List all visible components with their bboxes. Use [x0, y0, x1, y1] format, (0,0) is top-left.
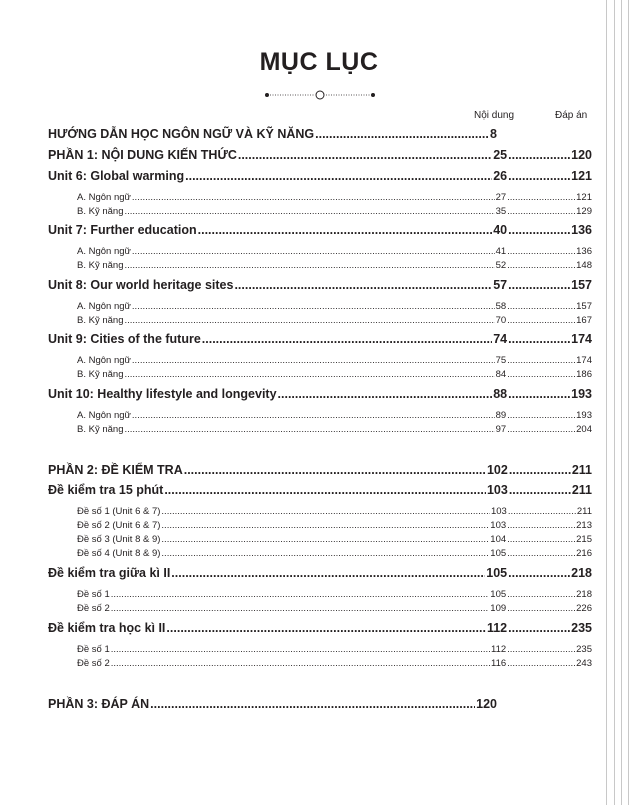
toc-subsection-row[interactable] [0, 206, 592, 217]
toc-answer-page: 218 [571, 566, 592, 580]
toc-content-page: 120 [476, 697, 497, 711]
toc-subsection-row[interactable] [0, 192, 592, 203]
leader-dots [507, 603, 575, 614]
leader-dots [124, 206, 494, 217]
toc-subsection-row[interactable] [0, 369, 592, 380]
leader-dots [507, 369, 575, 380]
leader-dots [150, 697, 475, 711]
leader-dots [124, 424, 494, 435]
toc-content-page: 88 [493, 387, 508, 401]
leader-dots [185, 169, 492, 183]
toc-entry-title: Đề kiểm tra 15 phút [48, 483, 164, 497]
leader-dots [507, 589, 575, 600]
toc-answer-page: 167 [576, 315, 592, 326]
toc-answer-page: 193 [576, 410, 592, 421]
toc-content-page: 27 [495, 192, 507, 203]
toc-content-page: 105 [490, 548, 507, 559]
page-edge-line [606, 0, 607, 805]
toc-section-row[interactable] [0, 387, 592, 401]
toc-entry-title: A. Ngôn ngữ [77, 301, 131, 312]
toc-subsection-row[interactable] [0, 603, 592, 614]
toc-section-row[interactable] [0, 621, 592, 635]
toc-answer-page: 213 [576, 520, 592, 531]
toc-section-row[interactable] [0, 148, 592, 162]
leader-dots [507, 315, 575, 326]
leader-dots [507, 260, 575, 271]
leader-dots [132, 410, 495, 421]
toc-content-page: 70 [495, 315, 507, 326]
leader-dots [507, 548, 575, 559]
toc-entry-title: Đề số 1 [77, 589, 110, 600]
toc-content-page: 112 [490, 644, 507, 655]
toc-subsection-row[interactable] [0, 548, 592, 559]
toc-entry-title: A. Ngôn ngữ [77, 246, 131, 257]
toc-entry-title: B. Kỹ năng [77, 315, 124, 326]
toc-answer-page: 148 [576, 260, 592, 271]
leader-dots [508, 169, 570, 183]
leader-dots [509, 463, 571, 477]
leader-dots [164, 483, 486, 497]
toc-content-page: 84 [495, 369, 507, 380]
toc-answer-page: 216 [576, 548, 592, 559]
toc-answer-page: 193 [571, 387, 592, 401]
leader-dots [508, 387, 570, 401]
toc-subsection-row[interactable] [0, 355, 592, 366]
leader-dots [132, 301, 495, 312]
leader-dots [507, 206, 575, 217]
divider-ornament-icon [264, 89, 376, 101]
toc-subsection-row[interactable] [0, 246, 592, 257]
leader-dots [161, 548, 489, 559]
toc-entry-title: Đề số 3 (Unit 8 & 9) [77, 534, 161, 545]
toc-entry-title: A. Ngôn ngữ [77, 192, 131, 203]
toc-section-row[interactable] [0, 697, 497, 711]
toc-entry-title: Đề số 2 (Unit 6 & 7) [77, 520, 161, 531]
leader-dots [507, 520, 575, 531]
toc-answer-page: 174 [576, 355, 592, 366]
leader-dots [507, 246, 575, 257]
toc-subsection-row[interactable] [0, 315, 592, 326]
leader-dots [507, 644, 575, 655]
leader-dots [132, 192, 495, 203]
leader-dots [184, 463, 486, 477]
toc-subsection-row[interactable] [0, 589, 592, 600]
toc-content-page: 97 [495, 424, 507, 435]
leader-dots [238, 148, 492, 162]
toc-content-page: 8 [490, 127, 497, 141]
leader-dots [166, 621, 486, 635]
toc-content-page: 105 [490, 589, 507, 600]
toc-content-page: 116 [490, 658, 507, 669]
toc-content-page: 109 [490, 603, 507, 614]
toc-answer-page: 186 [576, 369, 592, 380]
toc-content-page: 75 [495, 355, 507, 366]
toc-subsection-row[interactable] [0, 658, 592, 669]
leader-dots [161, 534, 489, 545]
toc-section-row[interactable] [0, 566, 592, 580]
leader-dots [198, 223, 493, 237]
leader-dots [508, 278, 570, 292]
leader-dots [278, 387, 493, 401]
toc-entry-title: HƯỚNG DẪN HỌC NGÔN NGỮ VÀ KỸ NĂNG [48, 127, 315, 141]
toc-content-page: 35 [495, 206, 507, 217]
toc-subsection-row[interactable] [0, 424, 592, 435]
leader-dots [111, 644, 490, 655]
toc-content-page: 40 [493, 223, 508, 237]
toc-section-row[interactable] [0, 278, 592, 292]
column-header-answer: Đáp án [555, 110, 588, 121]
toc-entry-title: Đề kiểm tra học kì II [48, 621, 166, 635]
leader-dots [124, 260, 494, 271]
toc-entry-title: Đề số 2 [77, 658, 110, 669]
leader-dots [132, 246, 495, 257]
toc-answer-page: 121 [576, 192, 592, 203]
leader-dots [132, 355, 495, 366]
leader-dots [507, 355, 575, 366]
toc-entry-title: Đề số 1 (Unit 6 & 7) [77, 506, 161, 517]
toc-answer-page: 136 [576, 246, 592, 257]
leader-dots [507, 301, 575, 312]
leader-dots [315, 127, 489, 141]
toc-content-page: 57 [493, 278, 508, 292]
toc-content-page: 105 [486, 566, 508, 580]
toc-subsection-row[interactable] [0, 301, 592, 312]
leader-dots [124, 369, 494, 380]
toc-subsection-row[interactable] [0, 260, 592, 271]
toc-entry-title: PHẦN 2: ĐỀ KIỂM TRA [48, 463, 183, 477]
toc-answer-page: 129 [576, 206, 592, 217]
page-edge-line [614, 0, 615, 805]
page-title: MỤC LỤC [259, 48, 379, 76]
toc-answer-page: 243 [576, 658, 592, 669]
toc-content-page: 26 [493, 169, 508, 183]
toc-content-page: 103 [490, 520, 507, 531]
toc-entry-title: Đề kiểm tra giữa kì II [48, 566, 171, 580]
toc-subsection-row[interactable] [0, 506, 592, 517]
page-edge-line [621, 0, 622, 805]
toc-content-page: 112 [486, 621, 508, 635]
leader-dots [509, 483, 571, 497]
leader-dots [111, 603, 490, 614]
toc-answer-page: 211 [571, 483, 592, 497]
leader-dots [508, 148, 570, 162]
toc-entry-title: B. Kỹ năng [77, 424, 124, 435]
leader-dots [508, 223, 570, 237]
leader-dots [111, 658, 490, 669]
toc-content-page: 104 [490, 534, 507, 545]
toc-entry-title: Unit 10: Healthy lifestyle and longevity [48, 387, 277, 401]
toc-answer-page: 174 [571, 332, 592, 346]
toc-answer-page: 235 [576, 644, 592, 655]
page-edge-line [628, 0, 629, 805]
toc-content-page: 74 [493, 332, 508, 346]
toc-entry-title: Đề số 2 [77, 603, 110, 614]
toc-section-row[interactable] [0, 483, 592, 497]
toc-content-page: 103 [490, 506, 507, 517]
toc-entry-title: Đề số 4 (Unit 8 & 9) [77, 548, 161, 559]
toc-answer-page: 204 [576, 424, 592, 435]
leader-dots [202, 332, 492, 346]
leader-dots [508, 506, 576, 517]
leader-dots [507, 192, 575, 203]
toc-answer-page: 121 [571, 169, 592, 183]
toc-content-page: 41 [495, 246, 507, 257]
toc-section-row[interactable] [0, 127, 497, 141]
toc-answer-page: 226 [576, 603, 592, 614]
leader-dots [161, 506, 490, 517]
leader-dots [507, 410, 575, 421]
toc-content-page: 102 [486, 463, 508, 477]
toc-section-row[interactable] [0, 223, 592, 237]
toc-answer-page: 211 [576, 506, 592, 517]
leader-dots [234, 278, 492, 292]
toc-entry-title: Unit 9: Cities of the future [48, 332, 201, 346]
toc-entry-title: A. Ngôn ngữ [77, 355, 131, 366]
toc-entry-title: PHẦN 3: ĐÁP ÁN [48, 697, 150, 711]
toc-answer-page: 215 [576, 534, 592, 545]
toc-entry-title: Unit 6: Global warming [48, 169, 185, 183]
toc-answer-page: 157 [571, 278, 592, 292]
toc-answer-page: 218 [576, 589, 592, 600]
toc-answer-page: 211 [571, 463, 592, 477]
toc-section-row[interactable] [0, 169, 592, 183]
toc-content-page: 25 [493, 148, 508, 162]
toc-entry-title: B. Kỹ năng [77, 369, 124, 380]
leader-dots [124, 315, 494, 326]
leader-dots [507, 658, 575, 669]
leader-dots [111, 589, 490, 600]
toc-answer-page: 136 [571, 223, 592, 237]
toc-subsection-row[interactable] [0, 520, 592, 531]
toc-content-page: 103 [486, 483, 508, 497]
toc-subsection-row[interactable] [0, 644, 592, 655]
column-header-content: Nội dung [474, 110, 515, 121]
toc-entry-title: Unit 8: Our world heritage sites [48, 278, 234, 292]
toc-entry-title: Đề số 1 [77, 644, 110, 655]
leader-dots [508, 332, 570, 346]
toc-section-row[interactable] [0, 332, 592, 346]
leader-dots [508, 566, 570, 580]
toc-entry-title: A. Ngôn ngữ [77, 410, 131, 421]
toc-answer-page: 157 [576, 301, 592, 312]
toc-answer-page: 120 [571, 148, 592, 162]
toc-content-page: 58 [495, 301, 507, 312]
leader-dots [507, 424, 575, 435]
leader-dots [507, 534, 575, 545]
toc-entry-title: Unit 7: Further education [48, 223, 197, 237]
toc-entry-title: B. Kỹ năng [77, 260, 124, 271]
leader-dots [161, 520, 489, 531]
leader-dots [171, 566, 485, 580]
toc-subsection-row[interactable] [0, 410, 592, 421]
toc-subsection-row[interactable] [0, 534, 592, 545]
toc-entry-title: PHẦN 1: NỘI DUNG KIẾN THỨC [48, 148, 237, 162]
toc-content-page: 89 [495, 410, 507, 421]
toc-section-row[interactable] [0, 463, 592, 477]
toc-answer-page: 235 [571, 621, 592, 635]
leader-dots [508, 621, 570, 635]
toc-content-page: 52 [495, 260, 507, 271]
toc-entry-title: B. Kỹ năng [77, 206, 124, 217]
